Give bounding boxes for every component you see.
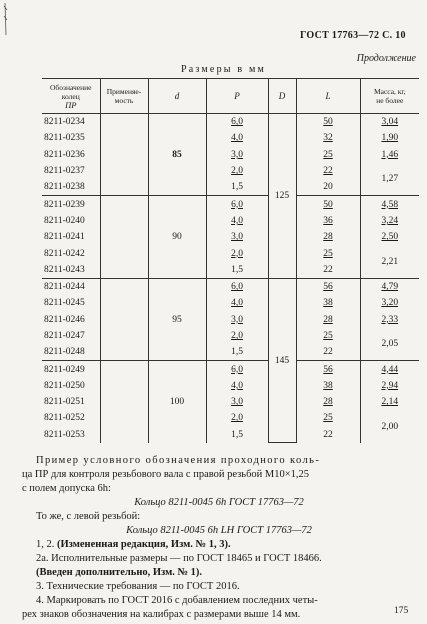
- note-2a-amendment: (Введен дополнительно, Изм. № 1).: [36, 567, 203, 578]
- designation-cell: 8211-0246: [42, 312, 100, 328]
- table-row: [42, 394, 419, 410]
- designation-cell: 8211-0249: [42, 361, 100, 378]
- p-cell: 2,0: [206, 410, 268, 426]
- D-cell: 145: [268, 278, 296, 442]
- mass-merged-cell: 2,21: [360, 245, 419, 278]
- mass-cell: 3,04: [360, 114, 419, 131]
- left-thread-line: То же, с левой резьбой:: [36, 511, 141, 522]
- applicability-cell: [100, 361, 148, 443]
- mass-cell: 1,90: [360, 130, 419, 146]
- designation-cell: 8211-0238: [42, 179, 100, 196]
- example-line: ца ПР для контроля резьбового вала с правой резьбой М10×1,25: [22, 469, 310, 480]
- designation-cell: 8211-0242: [42, 245, 100, 261]
- p-cell: 4,0: [206, 130, 268, 146]
- col-designation: Обозначение колец ПР: [42, 79, 100, 114]
- table-row: [42, 163, 419, 179]
- mass-cell: 4,44: [360, 361, 419, 378]
- table-row: [42, 312, 419, 328]
- p-cell: 6,0: [206, 278, 268, 295]
- designation-cell: 8211-0252: [42, 410, 100, 426]
- designation-cell: 8211-0253: [42, 427, 100, 443]
- note-4: 4. Маркировать по ГОСТ 2016 с добавлением последних четы-: [36, 595, 318, 606]
- table-row: [42, 229, 419, 245]
- designation-cell: 8211-0234: [42, 114, 100, 131]
- table-row: [42, 114, 419, 131]
- p-cell: 4,0: [206, 295, 268, 311]
- mass-cell: 2,33: [360, 312, 419, 328]
- p-cell: 3,0: [206, 312, 268, 328]
- p-cell: 6,0: [206, 114, 268, 131]
- p-cell: 1,5: [206, 262, 268, 279]
- table-row: [42, 361, 419, 378]
- designation-cell: 8211-0235: [42, 130, 100, 146]
- l-cell: 38: [296, 378, 360, 394]
- p-cell: 3,0: [206, 147, 268, 163]
- l-cell: 28: [296, 229, 360, 245]
- l-cell: 20: [296, 179, 360, 196]
- l-cell: 25: [296, 410, 360, 426]
- mass-cell: 2,94: [360, 378, 419, 394]
- designation-cell: 8211-0250: [42, 378, 100, 394]
- table-row: [42, 196, 419, 213]
- col-p: P: [206, 79, 268, 114]
- l-cell: 56: [296, 361, 360, 378]
- designation-cell: 8211-0251: [42, 394, 100, 410]
- designation-cell: 8211-0245: [42, 295, 100, 311]
- p-cell: 2,0: [206, 245, 268, 261]
- l-cell: 25: [296, 245, 360, 261]
- table-row: [42, 295, 419, 311]
- l-cell: 28: [296, 394, 360, 410]
- mass-merged-cell: 2,05: [360, 328, 419, 361]
- designation-cell: 8211-0247: [42, 328, 100, 344]
- designation-cell: 8211-0241: [42, 229, 100, 245]
- rings-table: [42, 78, 419, 443]
- mass-merged-cell: 1,27: [360, 163, 419, 196]
- col-L: L: [296, 79, 360, 114]
- designation-cell: 8211-0236: [42, 147, 100, 163]
- l-cell: 36: [296, 213, 360, 229]
- example-line: Пример условного обозначения проходного коль-: [36, 455, 321, 466]
- note-4-cont: рех знаков обозначения на калибрах с размерами выше 14 мм.: [22, 609, 301, 620]
- mass-cell: 3,24: [360, 213, 419, 229]
- p-cell: 1,5: [206, 427, 268, 443]
- applicability-cell: [100, 114, 148, 196]
- mass-cell: 2,50: [360, 229, 419, 245]
- scan-mark: [2, 2, 9, 36]
- l-cell: 56: [296, 278, 360, 295]
- applicability-cell: [100, 278, 148, 360]
- p-cell: 4,0: [206, 378, 268, 394]
- l-cell: 25: [296, 147, 360, 163]
- l-cell: 38: [296, 295, 360, 311]
- table-row: [42, 410, 419, 426]
- d-cell: 90: [148, 196, 206, 278]
- l-cell: 50: [296, 196, 360, 213]
- d-cell: 100: [148, 361, 206, 443]
- l-cell: 28: [296, 312, 360, 328]
- mass-cell: 4,79: [360, 278, 419, 295]
- l-cell: 22: [296, 262, 360, 279]
- note-2a: 2а. Исполнительные размеры — по ГОСТ 18465 и ГОСТ 18466.: [36, 553, 322, 564]
- table-row: [42, 278, 419, 295]
- l-cell: 32: [296, 130, 360, 146]
- p-cell: 2,0: [206, 163, 268, 179]
- example-designation-lh: Кольцо 8211-0045 6h LH ГОСТ 17763—72: [126, 525, 312, 536]
- p-cell: 4,0: [206, 213, 268, 229]
- p-cell: 6,0: [206, 361, 268, 378]
- col-applicability: Применяе- мость: [100, 79, 148, 114]
- applicability-cell: [100, 196, 148, 278]
- page-number: 175: [394, 606, 409, 616]
- example-line: с полем допуска 6h:: [22, 483, 111, 494]
- col-D: D: [268, 79, 296, 114]
- designation-cell: 8211-0248: [42, 344, 100, 361]
- mass-cell: 2,14: [360, 394, 419, 410]
- note-3: 3. Технические требования — по ГОСТ 2016.: [36, 581, 240, 592]
- standard-code: ГОСТ 17763—72 С. 10: [300, 30, 406, 41]
- designation-cell: 8211-0240: [42, 213, 100, 229]
- col-d: d: [148, 79, 206, 114]
- table-title: Размеры в мм: [181, 64, 267, 75]
- table-row: [42, 147, 419, 163]
- table-row: [42, 213, 419, 229]
- table-row: [42, 130, 419, 146]
- l-cell: 22: [296, 163, 360, 179]
- col-mass: Масса, кг, не более: [360, 79, 419, 114]
- l-cell: 22: [296, 344, 360, 361]
- p-cell: 3,0: [206, 394, 268, 410]
- mass-cell: 4,58: [360, 196, 419, 213]
- p-cell: 2,0: [206, 328, 268, 344]
- table-header: [42, 79, 419, 114]
- l-cell: 25: [296, 328, 360, 344]
- l-cell: 22: [296, 427, 360, 443]
- designation-cell: 8211-0244: [42, 278, 100, 295]
- mass-cell: 1,46: [360, 147, 419, 163]
- designation-cell: 8211-0239: [42, 196, 100, 213]
- l-cell: 50: [296, 114, 360, 131]
- p-cell: 1,5: [206, 179, 268, 196]
- continuation-label: Продолжение: [356, 53, 416, 64]
- p-cell: 6,0: [206, 196, 268, 213]
- d-cell: 85: [148, 114, 206, 196]
- table-row: [42, 378, 419, 394]
- designation-cell: 8211-0243: [42, 262, 100, 279]
- designation-cell: 8211-0237: [42, 163, 100, 179]
- p-cell: 3,0: [206, 229, 268, 245]
- example-designation: Кольцо 8211-0045 6h ГОСТ 17763—72: [134, 497, 304, 508]
- mass-merged-cell: 2,00: [360, 410, 419, 443]
- table-row: [42, 328, 419, 344]
- table-row: [42, 245, 419, 261]
- body-text: [22, 454, 416, 622]
- p-cell: 1,5: [206, 344, 268, 361]
- note-1-2: 1, 2. (Измененная редакция, Изм. № 1, 3).: [36, 539, 231, 550]
- D-cell: 125: [268, 114, 296, 279]
- d-cell: 95: [148, 278, 206, 360]
- mass-cell: 3,20: [360, 295, 419, 311]
